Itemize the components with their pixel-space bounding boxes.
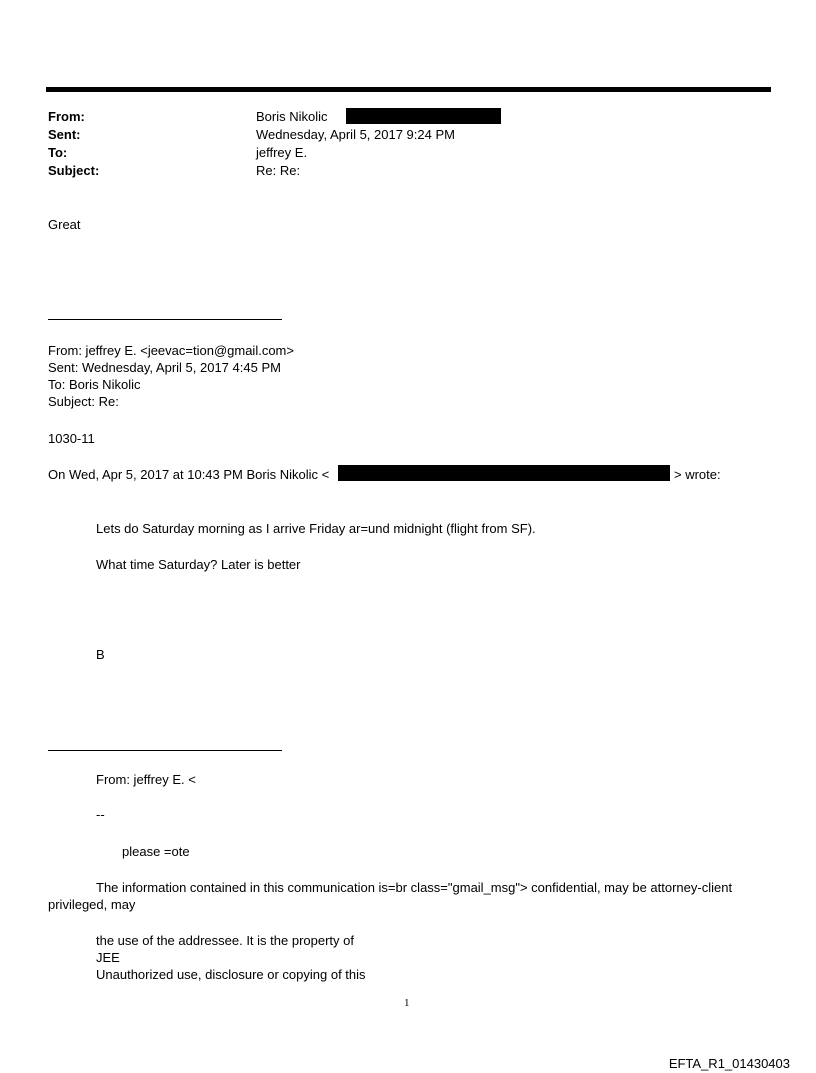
- wrote-line-suffix: > wrote:: [674, 467, 721, 482]
- quoted-to: To: Boris Nikolic: [48, 377, 141, 392]
- redaction-block: [346, 108, 501, 124]
- signoff: B: [96, 647, 105, 662]
- redaction-block: [338, 465, 670, 481]
- signature-dashes: --: [96, 807, 105, 822]
- confidentiality-line: The information contained in this communication is=br class="gmail_msg"> confidential, may be attorney-client: [96, 880, 733, 895]
- quoted-subject: Subject: Re:: [48, 394, 119, 409]
- document-id: EFTA_R1_01430403: [668, 1056, 790, 1071]
- to-value: jeffrey E.: [256, 145, 308, 160]
- subject-label: Subject:: [48, 163, 100, 178]
- wrote-line-prefix: On Wed, Apr 5, 2017 at 10:43 PM Boris Nikolic <: [48, 467, 330, 482]
- confidentiality-line: JEE: [96, 950, 120, 965]
- from-label: From:: [48, 109, 85, 124]
- quoted-line: please =ote: [122, 844, 190, 859]
- quoted-line: What time Saturday? Later is better: [96, 557, 301, 572]
- separator-line: [48, 319, 282, 320]
- confidentiality-line: Unauthorized use, disclosure or copying of this: [96, 967, 366, 982]
- separator-line: [48, 750, 282, 751]
- subject-value: Re: Re:: [256, 163, 301, 178]
- confidentiality-line: the use of the addressee. It is the property of: [96, 933, 354, 948]
- from-value: Boris Nikolic: [256, 109, 328, 124]
- sent-value: Wednesday, April 5, 2017 9:24 PM: [256, 127, 455, 142]
- quoted-line: Lets do Saturday morning as I arrive Friday ar=und midnight (flight from SF).: [96, 521, 536, 536]
- to-label: To:: [48, 145, 68, 160]
- header-rule: [46, 87, 771, 92]
- quoted-from: From: jeffrey E. <jeevac=tion@gmail.com>: [48, 343, 294, 358]
- quoted-from: From: jeffrey E. <: [96, 772, 196, 787]
- quoted-sent: Sent: Wednesday, April 5, 2017 4:45 PM: [48, 360, 281, 375]
- sent-label: Sent:: [48, 127, 81, 142]
- page-number: 1: [404, 997, 410, 1009]
- reply-text: Great: [48, 217, 81, 232]
- confidentiality-line: privileged, may: [48, 897, 136, 912]
- quoted-message: 1030-11: [48, 431, 95, 446]
